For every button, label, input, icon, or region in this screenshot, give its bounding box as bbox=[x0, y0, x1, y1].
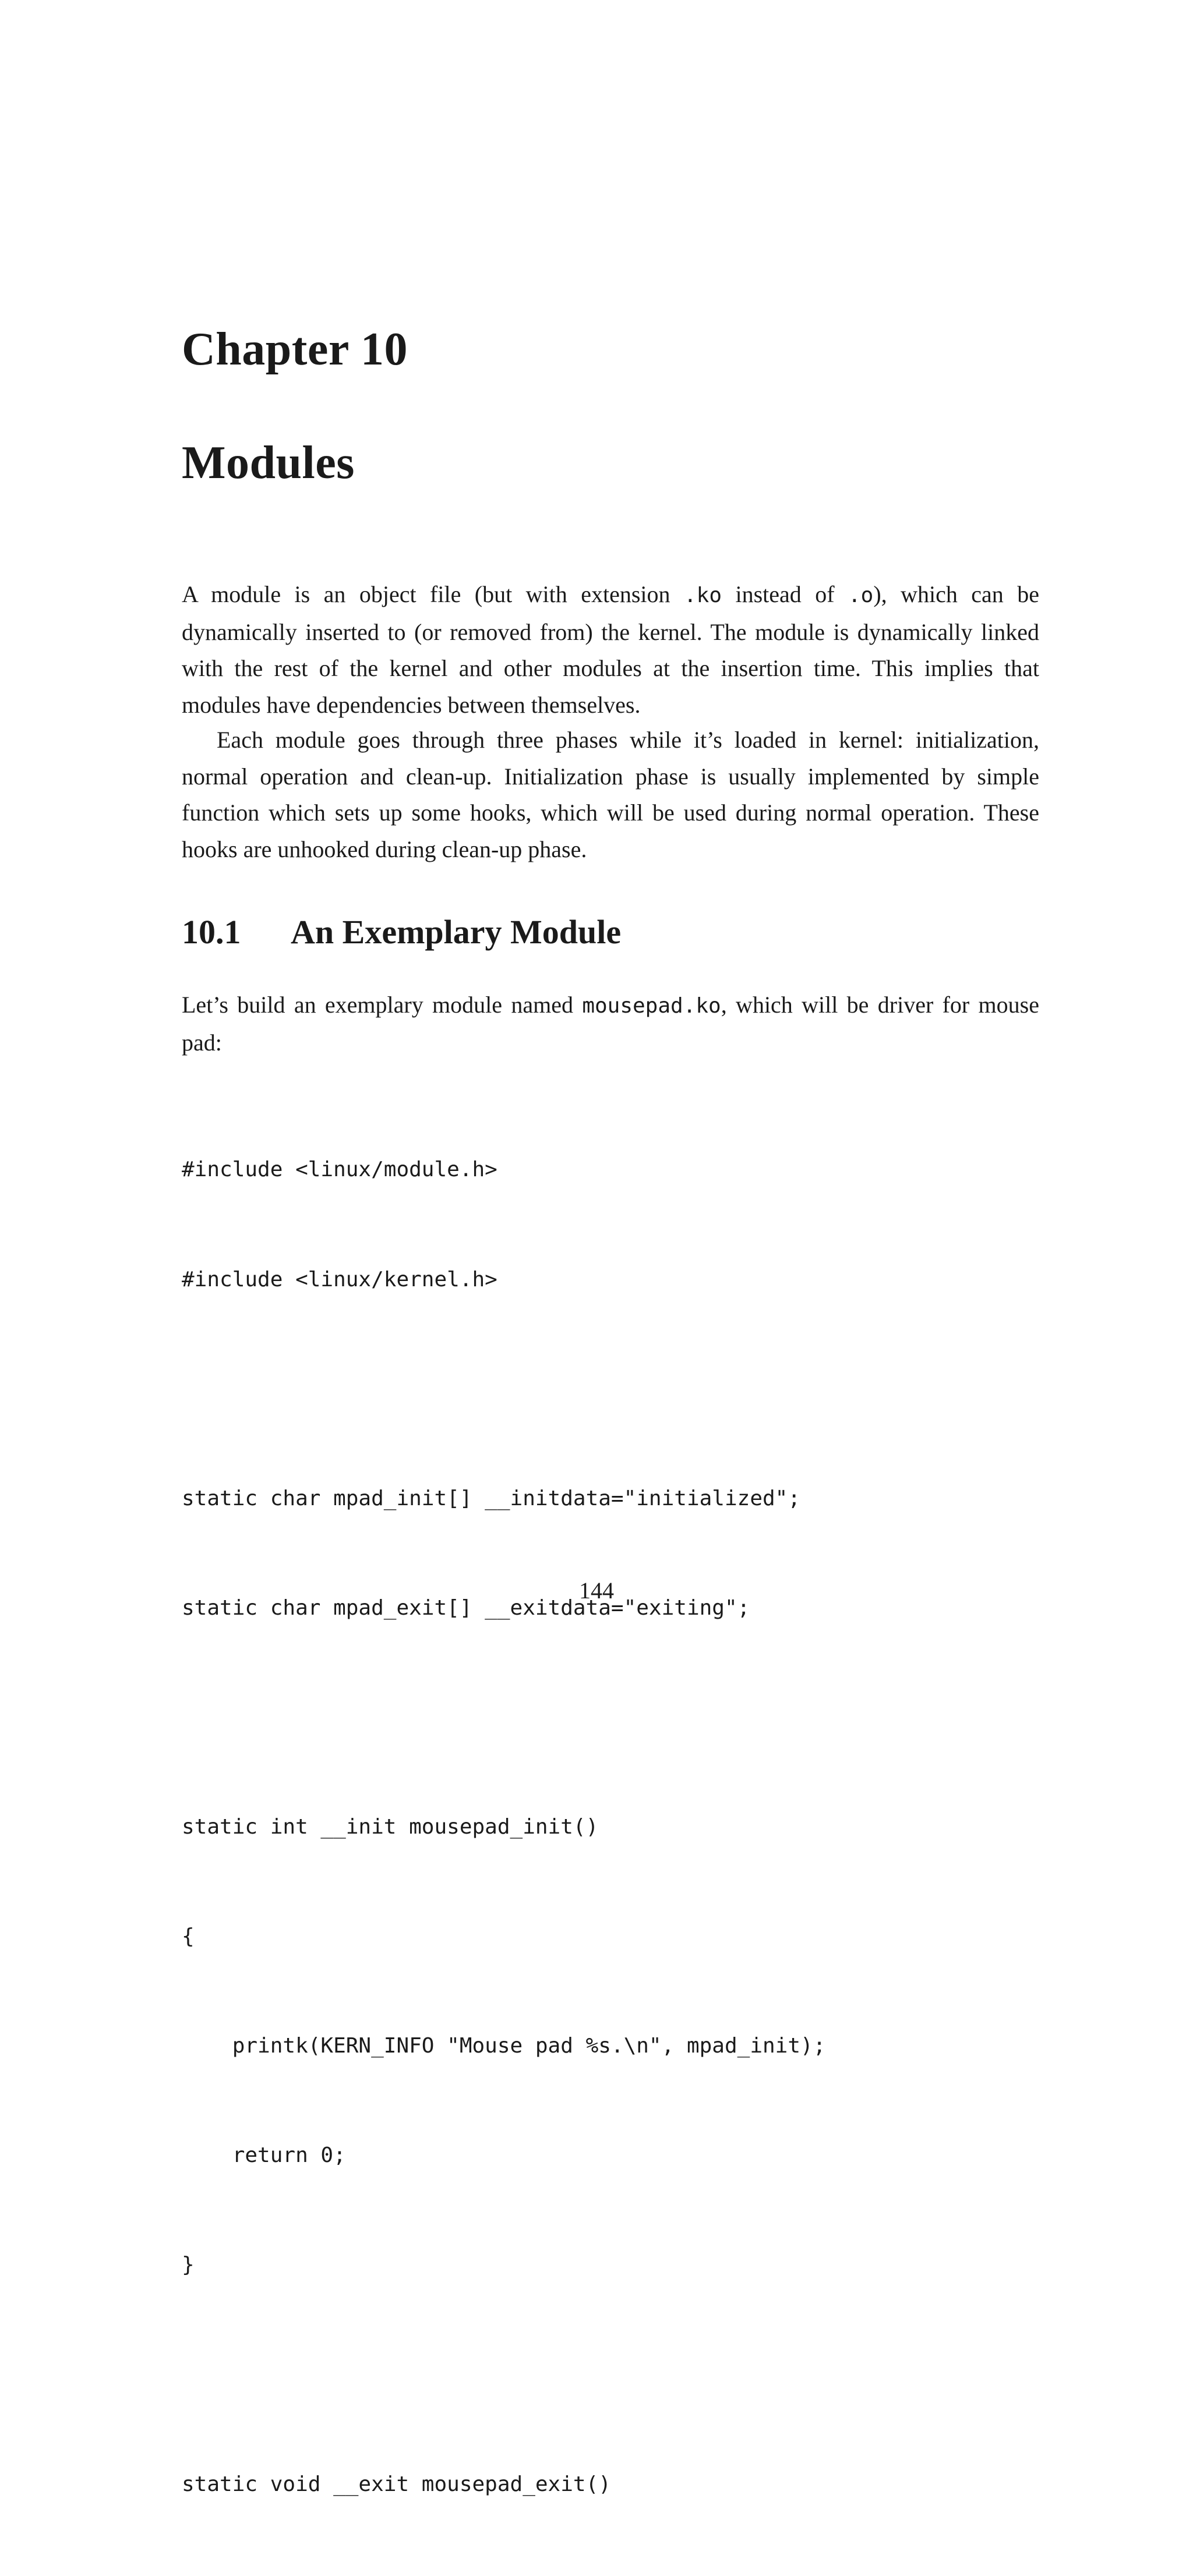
code-line: #include <linux/module.h> bbox=[182, 1158, 497, 1182]
code-line: return 0; bbox=[182, 2143, 346, 2168]
page-number: 144 bbox=[579, 1577, 614, 1604]
code-line: } bbox=[182, 2253, 195, 2277]
extension-ko-code: .ko bbox=[683, 583, 722, 607]
code-line: static int __init mousepad_init() bbox=[182, 1814, 599, 1839]
module-filename-code: mousepad.ko bbox=[582, 994, 721, 1018]
code-line bbox=[182, 1371, 825, 1408]
phases-paragraph: Each module goes through three phases while it’s loaded in kernel: initialization, normal operation and clean-up. Initialization phase is usually implemented by simple function which sets up some hooks, which will be used during normal operation. These hooks are unhooked during clean-up phase. bbox=[182, 727, 1039, 862]
intro-text-b: instead of bbox=[722, 581, 848, 607]
intro-paragraph bbox=[182, 576, 1039, 723]
code-line: #include <linux/kernel.h> bbox=[182, 1267, 497, 1291]
example-intro-paragraph bbox=[182, 987, 1039, 1061]
code-line: printk(KERN_INFO "Mouse pad %s.\n", mpad_init); bbox=[182, 2034, 826, 2058]
code-line: static char mpad_init[] __initdata="initialized"; bbox=[182, 1486, 801, 1510]
example-text-b: , which will be driver for mouse pad: bbox=[182, 992, 1039, 1056]
section-title: An Exemplary Module bbox=[291, 913, 622, 951]
example-text-a: Let’s build an exemplary module named bbox=[182, 992, 583, 1018]
code-line bbox=[182, 2356, 825, 2393]
chapter-label: Chapter 10 bbox=[182, 324, 408, 375]
intro-text-a: A module is an object file (but with extension bbox=[182, 581, 684, 607]
intro-text-c: ), which can be dynamically inserted to (or removed from) the kernel. The module is dynamically linked with the rest of the kernel and other modules at the insertion time. This implies that modules have dependencies between themselves. bbox=[182, 581, 1039, 718]
code-line: { bbox=[182, 1924, 195, 1949]
section-number: 10.1 bbox=[182, 913, 241, 951]
chapter-title: Modules bbox=[182, 437, 355, 489]
section-heading bbox=[182, 915, 621, 949]
extension-o-code: .o bbox=[848, 583, 874, 607]
code-line: static char mpad_exit[] __exitdata="exiting"; bbox=[182, 1595, 750, 1620]
code-listing bbox=[182, 1079, 825, 2576]
code-line bbox=[182, 1700, 825, 1736]
code-line: static void __exit mousepad_exit() bbox=[182, 2472, 611, 2496]
